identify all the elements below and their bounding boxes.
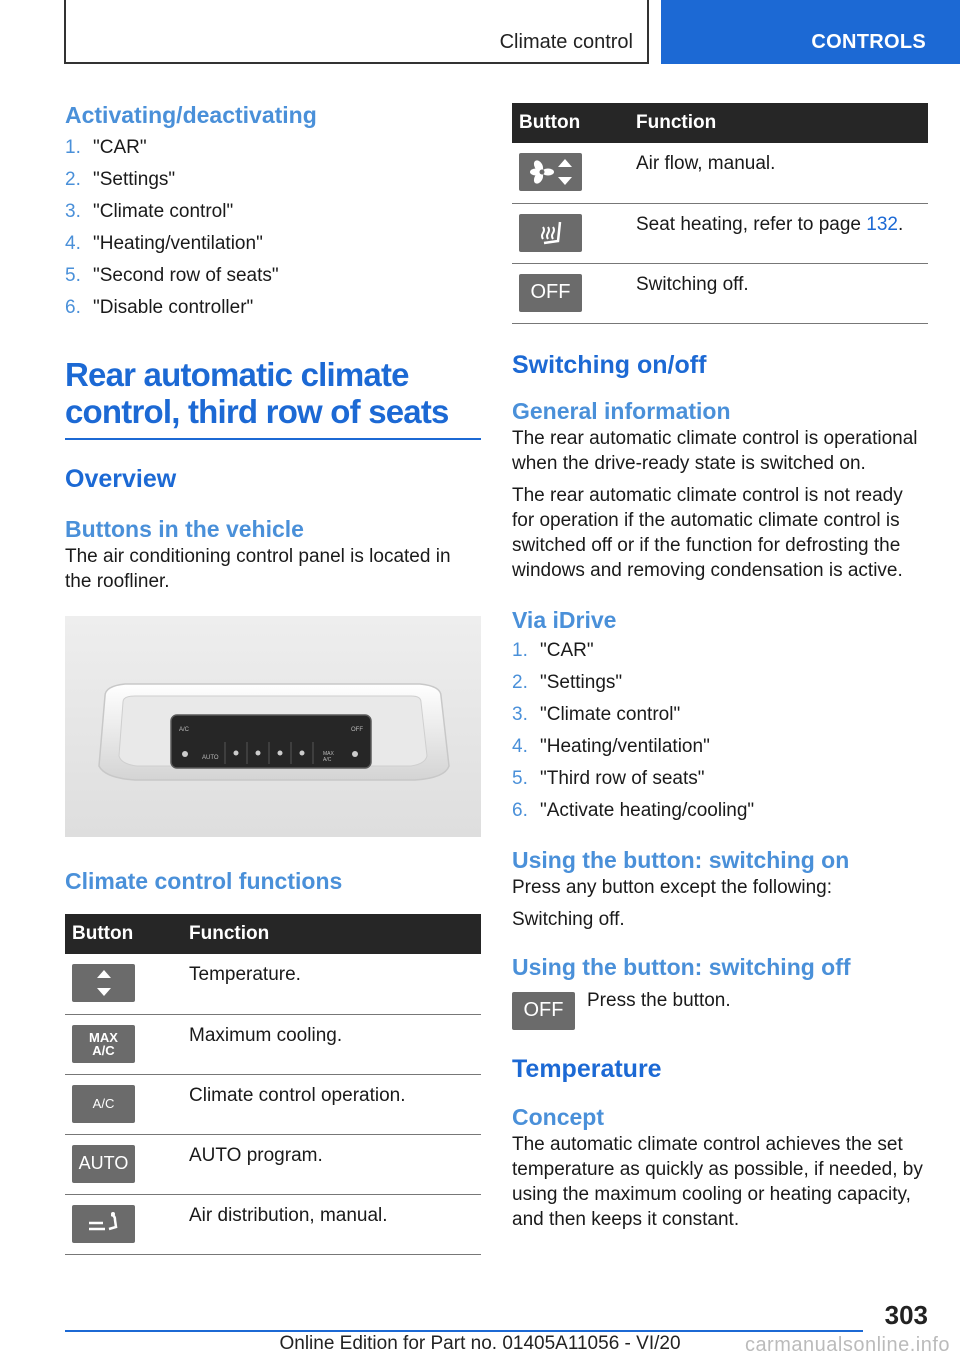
general-info-text-1: The rear automatic climate control is operational when the drive-ready state is switched on. bbox=[512, 427, 918, 474]
header-chapter-tab bbox=[661, 0, 960, 64]
table-row bbox=[65, 1194, 481, 1254]
function-text: Maximum cooling. bbox=[189, 1014, 481, 1074]
buttons-heading: Buttons in the vehicle bbox=[65, 516, 304, 542]
switching-on-text-2: Switching off. bbox=[512, 908, 625, 930]
header-section-box bbox=[64, 0, 649, 64]
left-column bbox=[65, 100, 481, 1255]
list-item: 5. "Second row of seats" bbox=[65, 265, 279, 286]
svg-text:A/C: A/C bbox=[179, 727, 190, 733]
table-row bbox=[512, 143, 928, 203]
table-row bbox=[65, 954, 481, 1014]
general-info-heading: General information bbox=[512, 397, 731, 424]
functions-heading: Climate control functions bbox=[65, 868, 343, 894]
overview-heading: Overview bbox=[65, 465, 177, 493]
activating-heading: Activating/deactivating bbox=[65, 102, 317, 128]
concept-heading: Concept bbox=[512, 1103, 604, 1130]
general-info-text-2: The rear automatic climate control is not ready for operation if the automatic climate control is switched off or if the function for defrosting the windows and removing condensation is active. bbox=[512, 484, 903, 581]
main-title: Rear automatic climate control, third row of seats bbox=[65, 356, 449, 430]
list-item: 6. "Activate heating/cooling" bbox=[512, 799, 755, 821]
page-number: 303 bbox=[884, 1300, 928, 1330]
list-item: 2. "Settings" bbox=[512, 671, 623, 693]
fan-arrows-icon bbox=[519, 153, 582, 191]
list-item: 4. "Heating/ventilation" bbox=[65, 233, 263, 254]
right-column bbox=[512, 103, 928, 1232]
list-item: 4. "Heating/ventilation" bbox=[512, 735, 710, 757]
footer-watermark: carmanualsonline.info bbox=[744, 1334, 950, 1356]
functions-table-right bbox=[512, 103, 928, 324]
page-reference-link[interactable]: 132 bbox=[866, 213, 898, 235]
header-section-title: Climate control bbox=[499, 31, 633, 53]
list-item: 1. "CAR" bbox=[65, 137, 147, 158]
off-icon: OFF bbox=[519, 274, 582, 312]
main-title-block bbox=[65, 356, 481, 440]
roofliner-illustration bbox=[65, 616, 481, 837]
list-item: 3. "Climate control" bbox=[65, 201, 234, 222]
list-item: 3. "Climate control" bbox=[512, 703, 681, 725]
function-text: Switching off. bbox=[636, 263, 928, 323]
column-header-button: Button bbox=[512, 103, 636, 143]
column-header-button: Button bbox=[65, 914, 189, 954]
table-row bbox=[65, 1134, 481, 1194]
idrive-heading: Via iDrive bbox=[512, 606, 617, 633]
function-text: Air flow, manual. bbox=[636, 143, 928, 203]
svg-text:AUTO: AUTO bbox=[202, 755, 219, 761]
function-text: Air distribution, manual. bbox=[189, 1194, 481, 1254]
column-header-function: Function bbox=[636, 103, 928, 143]
header-chapter-title: CONTROLS bbox=[811, 31, 926, 53]
function-text: Temperature. bbox=[189, 954, 481, 1014]
list-item: 1. "CAR" bbox=[512, 639, 594, 661]
footer-divider bbox=[65, 1330, 863, 1332]
function-text: AUTO program. bbox=[189, 1134, 481, 1194]
table-row bbox=[65, 1074, 481, 1134]
function-text: Climate control operation. bbox=[189, 1074, 481, 1134]
idrive-steps bbox=[512, 635, 928, 827]
temperature-arrows-icon bbox=[72, 964, 135, 1002]
table-row bbox=[512, 203, 928, 263]
table-row bbox=[512, 263, 928, 323]
air-distribution-icon bbox=[72, 1205, 135, 1243]
svg-text:OFF: OFF bbox=[351, 727, 363, 733]
footer-edition: Online Edition for Part no. 01405A11056 - VI/20 bbox=[279, 1333, 681, 1354]
switching-off-heading: Using the button: switching off bbox=[512, 953, 851, 980]
switching-heading: Switching on/off bbox=[512, 350, 707, 379]
auto-icon: AUTO bbox=[72, 1145, 135, 1183]
svg-text:A/C: A/C bbox=[323, 757, 332, 763]
function-text: Seat heating, refer to page 132. bbox=[636, 203, 928, 263]
table-header-row bbox=[512, 103, 928, 143]
svg-text:MAX: MAX bbox=[323, 751, 334, 757]
concept-text: The automatic climate control achieves the set temperature as quickly as possible, if needed, by using the maximum cooling or heating capacity, and then keeps it constant. bbox=[512, 1133, 923, 1230]
off-icon: OFF bbox=[512, 992, 575, 1030]
list-item: 5. "Third row of seats" bbox=[512, 767, 705, 789]
list-item: 2. "Settings" bbox=[65, 169, 176, 190]
switching-on-text-1: Press any button except the following: bbox=[512, 876, 833, 898]
column-header-function: Function bbox=[189, 914, 481, 954]
switching-on-heading: Using the button: switching on bbox=[512, 846, 850, 873]
ac-icon: A/C bbox=[72, 1085, 135, 1123]
table-row bbox=[65, 1014, 481, 1074]
control-panel-photo bbox=[65, 616, 481, 837]
table-header-row bbox=[65, 914, 481, 954]
max-ac-icon: MAX A/C bbox=[72, 1025, 135, 1063]
switching-off-row bbox=[512, 989, 928, 1030]
seat-heating-icon bbox=[519, 214, 582, 252]
activating-steps bbox=[65, 132, 481, 324]
title-divider bbox=[65, 438, 481, 440]
list-item: 6. "Disable controller" bbox=[65, 297, 254, 318]
functions-table-left bbox=[65, 914, 481, 1255]
temperature-heading: Temperature bbox=[512, 1054, 662, 1083]
switching-off-text: Press the button. bbox=[587, 989, 731, 1011]
buttons-text: The air conditioning control panel is located in the roofliner. bbox=[65, 546, 451, 592]
